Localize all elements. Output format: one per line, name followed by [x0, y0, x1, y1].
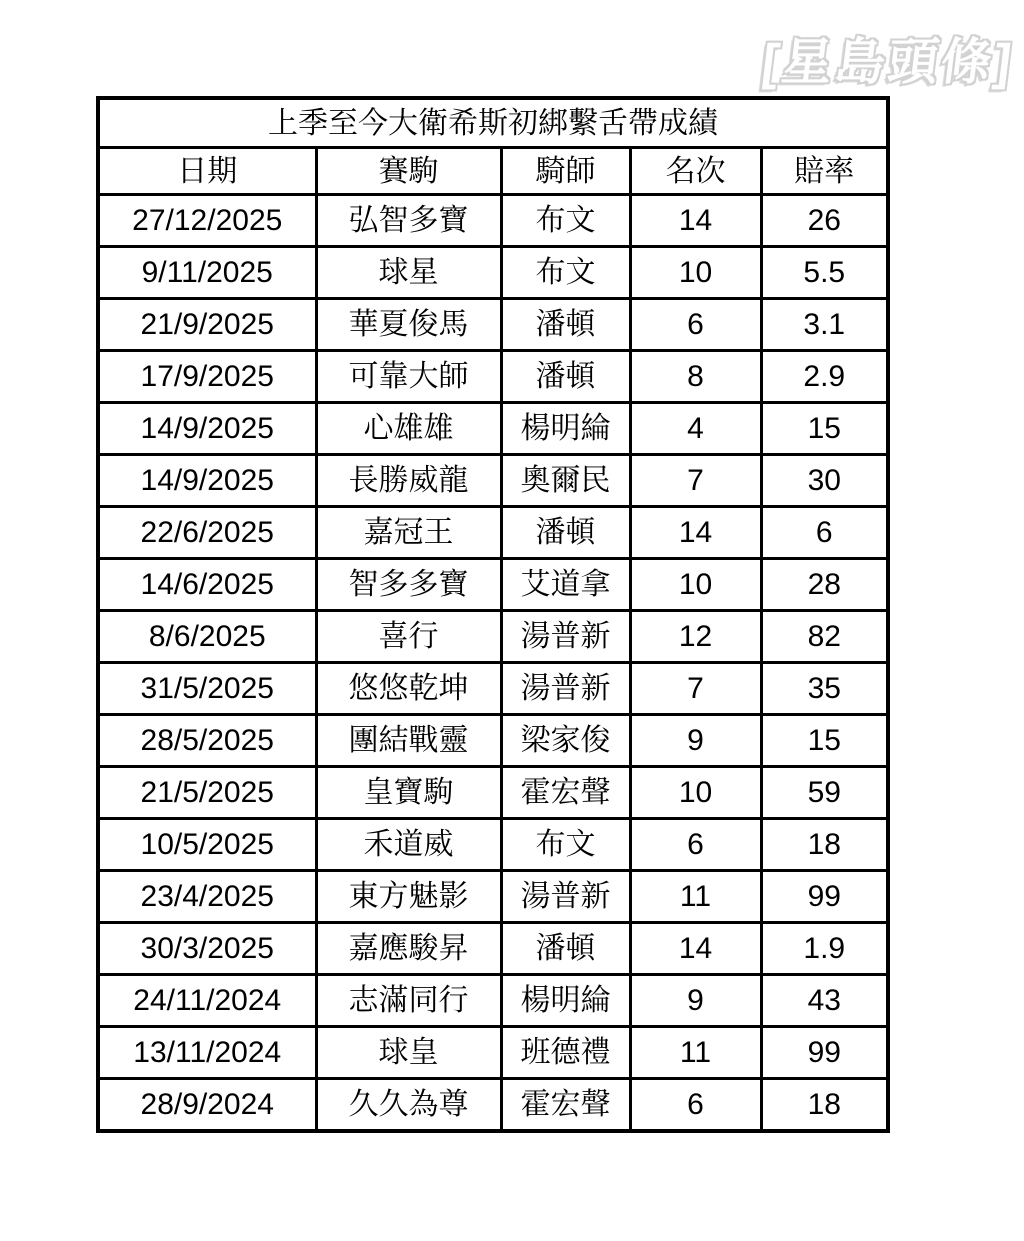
odds-cell: 82: [761, 611, 888, 663]
jockey-cell: 布文: [501, 247, 630, 299]
horse-cell: 華夏俊馬: [316, 299, 501, 351]
date-cell: 22/6/2025: [98, 507, 316, 559]
race-results-table: [96, 96, 890, 1133]
date-cell: 8/6/2025: [98, 611, 316, 663]
odds-cell: 15: [761, 403, 888, 455]
date-cell: 23/4/2025: [98, 871, 316, 923]
table-row: [98, 299, 888, 351]
odds-cell: 99: [761, 1027, 888, 1079]
odds-cell: 5.5: [761, 247, 888, 299]
date-cell: 31/5/2025: [98, 663, 316, 715]
horse-cell: 心雄雄: [316, 403, 501, 455]
date-cell: 10/5/2025: [98, 819, 316, 871]
placing-cell: 6: [630, 819, 761, 871]
odds-cell: 43: [761, 975, 888, 1027]
placing-cell: 4: [630, 403, 761, 455]
table-row: [98, 1079, 888, 1132]
date-cell: 17/9/2025: [98, 351, 316, 403]
date-cell: 14/9/2025: [98, 403, 316, 455]
placing-cell: 6: [630, 299, 761, 351]
odds-cell: 26: [761, 195, 888, 247]
placing-cell: 9: [630, 715, 761, 767]
horse-cell: 嘉應駿昇: [316, 923, 501, 975]
horse-cell: 弘智多寶: [316, 195, 501, 247]
odds-cell: 28: [761, 559, 888, 611]
odds-cell: 2.9: [761, 351, 888, 403]
placing-cell: 7: [630, 455, 761, 507]
jockey-cell: 潘頓: [501, 351, 630, 403]
placing-cell: 14: [630, 507, 761, 559]
odds-cell: 59: [761, 767, 888, 819]
date-cell: 27/12/2025: [98, 195, 316, 247]
odds-cell: 6: [761, 507, 888, 559]
odds-cell: 18: [761, 819, 888, 871]
placing-cell: 10: [630, 247, 761, 299]
jockey-cell: 艾道拿: [501, 559, 630, 611]
placing-cell: 12: [630, 611, 761, 663]
jockey-cell: 霍宏聲: [501, 1079, 630, 1132]
placing-cell: 14: [630, 195, 761, 247]
date-cell: 13/11/2024: [98, 1027, 316, 1079]
jockey-cell: 楊明綸: [501, 975, 630, 1027]
table-row: [98, 975, 888, 1027]
column-header: 騎師: [501, 148, 630, 195]
horse-cell: 團結戰靈: [316, 715, 501, 767]
jockey-cell: 布文: [501, 195, 630, 247]
horse-cell: 皇寶駒: [316, 767, 501, 819]
horse-cell: 長勝威龍: [316, 455, 501, 507]
date-cell: 9/11/2025: [98, 247, 316, 299]
jockey-cell: 奧爾民: [501, 455, 630, 507]
table-row: [98, 195, 888, 247]
table-row: [98, 1027, 888, 1079]
odds-cell: 99: [761, 871, 888, 923]
odds-cell: 3.1: [761, 299, 888, 351]
jockey-cell: 湯普新: [501, 871, 630, 923]
table-row: [98, 871, 888, 923]
horse-cell: 嘉冠王: [316, 507, 501, 559]
table-row: [98, 507, 888, 559]
placing-cell: 10: [630, 559, 761, 611]
horse-cell: 志滿同行: [316, 975, 501, 1027]
date-cell: 28/9/2024: [98, 1079, 316, 1132]
table-row: [98, 767, 888, 819]
jockey-cell: 潘頓: [501, 923, 630, 975]
jockey-cell: 霍宏聲: [501, 767, 630, 819]
placing-cell: 7: [630, 663, 761, 715]
jockey-cell: 布文: [501, 819, 630, 871]
table-row: [98, 923, 888, 975]
table-body: [98, 195, 888, 1132]
placing-cell: 11: [630, 1027, 761, 1079]
table-row: [98, 455, 888, 507]
odds-cell: 30: [761, 455, 888, 507]
table-row: [98, 247, 888, 299]
placing-cell: 9: [630, 975, 761, 1027]
horse-cell: 球皇: [316, 1027, 501, 1079]
odds-cell: 35: [761, 663, 888, 715]
horse-cell: 智多多寶: [316, 559, 501, 611]
horse-cell: 球星: [316, 247, 501, 299]
placing-cell: 10: [630, 767, 761, 819]
header-row: [98, 148, 888, 195]
date-cell: 28/5/2025: [98, 715, 316, 767]
horse-cell: 喜行: [316, 611, 501, 663]
horse-cell: 可靠大師: [316, 351, 501, 403]
table-row: [98, 663, 888, 715]
table-row: [98, 351, 888, 403]
jockey-cell: 楊明綸: [501, 403, 630, 455]
horse-cell: 悠悠乾坤: [316, 663, 501, 715]
date-cell: 14/9/2025: [98, 455, 316, 507]
jockey-cell: 湯普新: [501, 663, 630, 715]
odds-cell: 1.9: [761, 923, 888, 975]
date-cell: 21/5/2025: [98, 767, 316, 819]
odds-cell: 18: [761, 1079, 888, 1132]
title-row: [98, 98, 888, 148]
placing-cell: 6: [630, 1079, 761, 1132]
jockey-cell: 班德禮: [501, 1027, 630, 1079]
jockey-cell: 梁家俊: [501, 715, 630, 767]
jockey-cell: 湯普新: [501, 611, 630, 663]
table-row: [98, 715, 888, 767]
placing-cell: 11: [630, 871, 761, 923]
odds-cell: 15: [761, 715, 888, 767]
jockey-cell: 潘頓: [501, 299, 630, 351]
jockey-cell: 潘頓: [501, 507, 630, 559]
column-header: 名次: [630, 148, 761, 195]
date-cell: 24/11/2024: [98, 975, 316, 1027]
sing-tao-headline-watermark-logo: [星島頭條]: [758, 34, 1017, 90]
placing-cell: 14: [630, 923, 761, 975]
column-header: 日期: [98, 148, 316, 195]
date-cell: 21/9/2025: [98, 299, 316, 351]
column-header: 賽駒: [316, 148, 501, 195]
horse-cell: 久久為尊: [316, 1079, 501, 1132]
horse-cell: 東方魅影: [316, 871, 501, 923]
table-row: [98, 611, 888, 663]
column-header: 賠率: [761, 148, 888, 195]
horse-cell: 禾道威: [316, 819, 501, 871]
table-head: [98, 98, 888, 195]
date-cell: 30/3/2025: [98, 923, 316, 975]
table-row: [98, 819, 888, 871]
table-row: [98, 559, 888, 611]
date-cell: 14/6/2025: [98, 559, 316, 611]
placing-cell: 8: [630, 351, 761, 403]
table-title: 上季至今大衛希斯初綁繫舌帶成績: [98, 98, 888, 148]
table-row: [98, 403, 888, 455]
